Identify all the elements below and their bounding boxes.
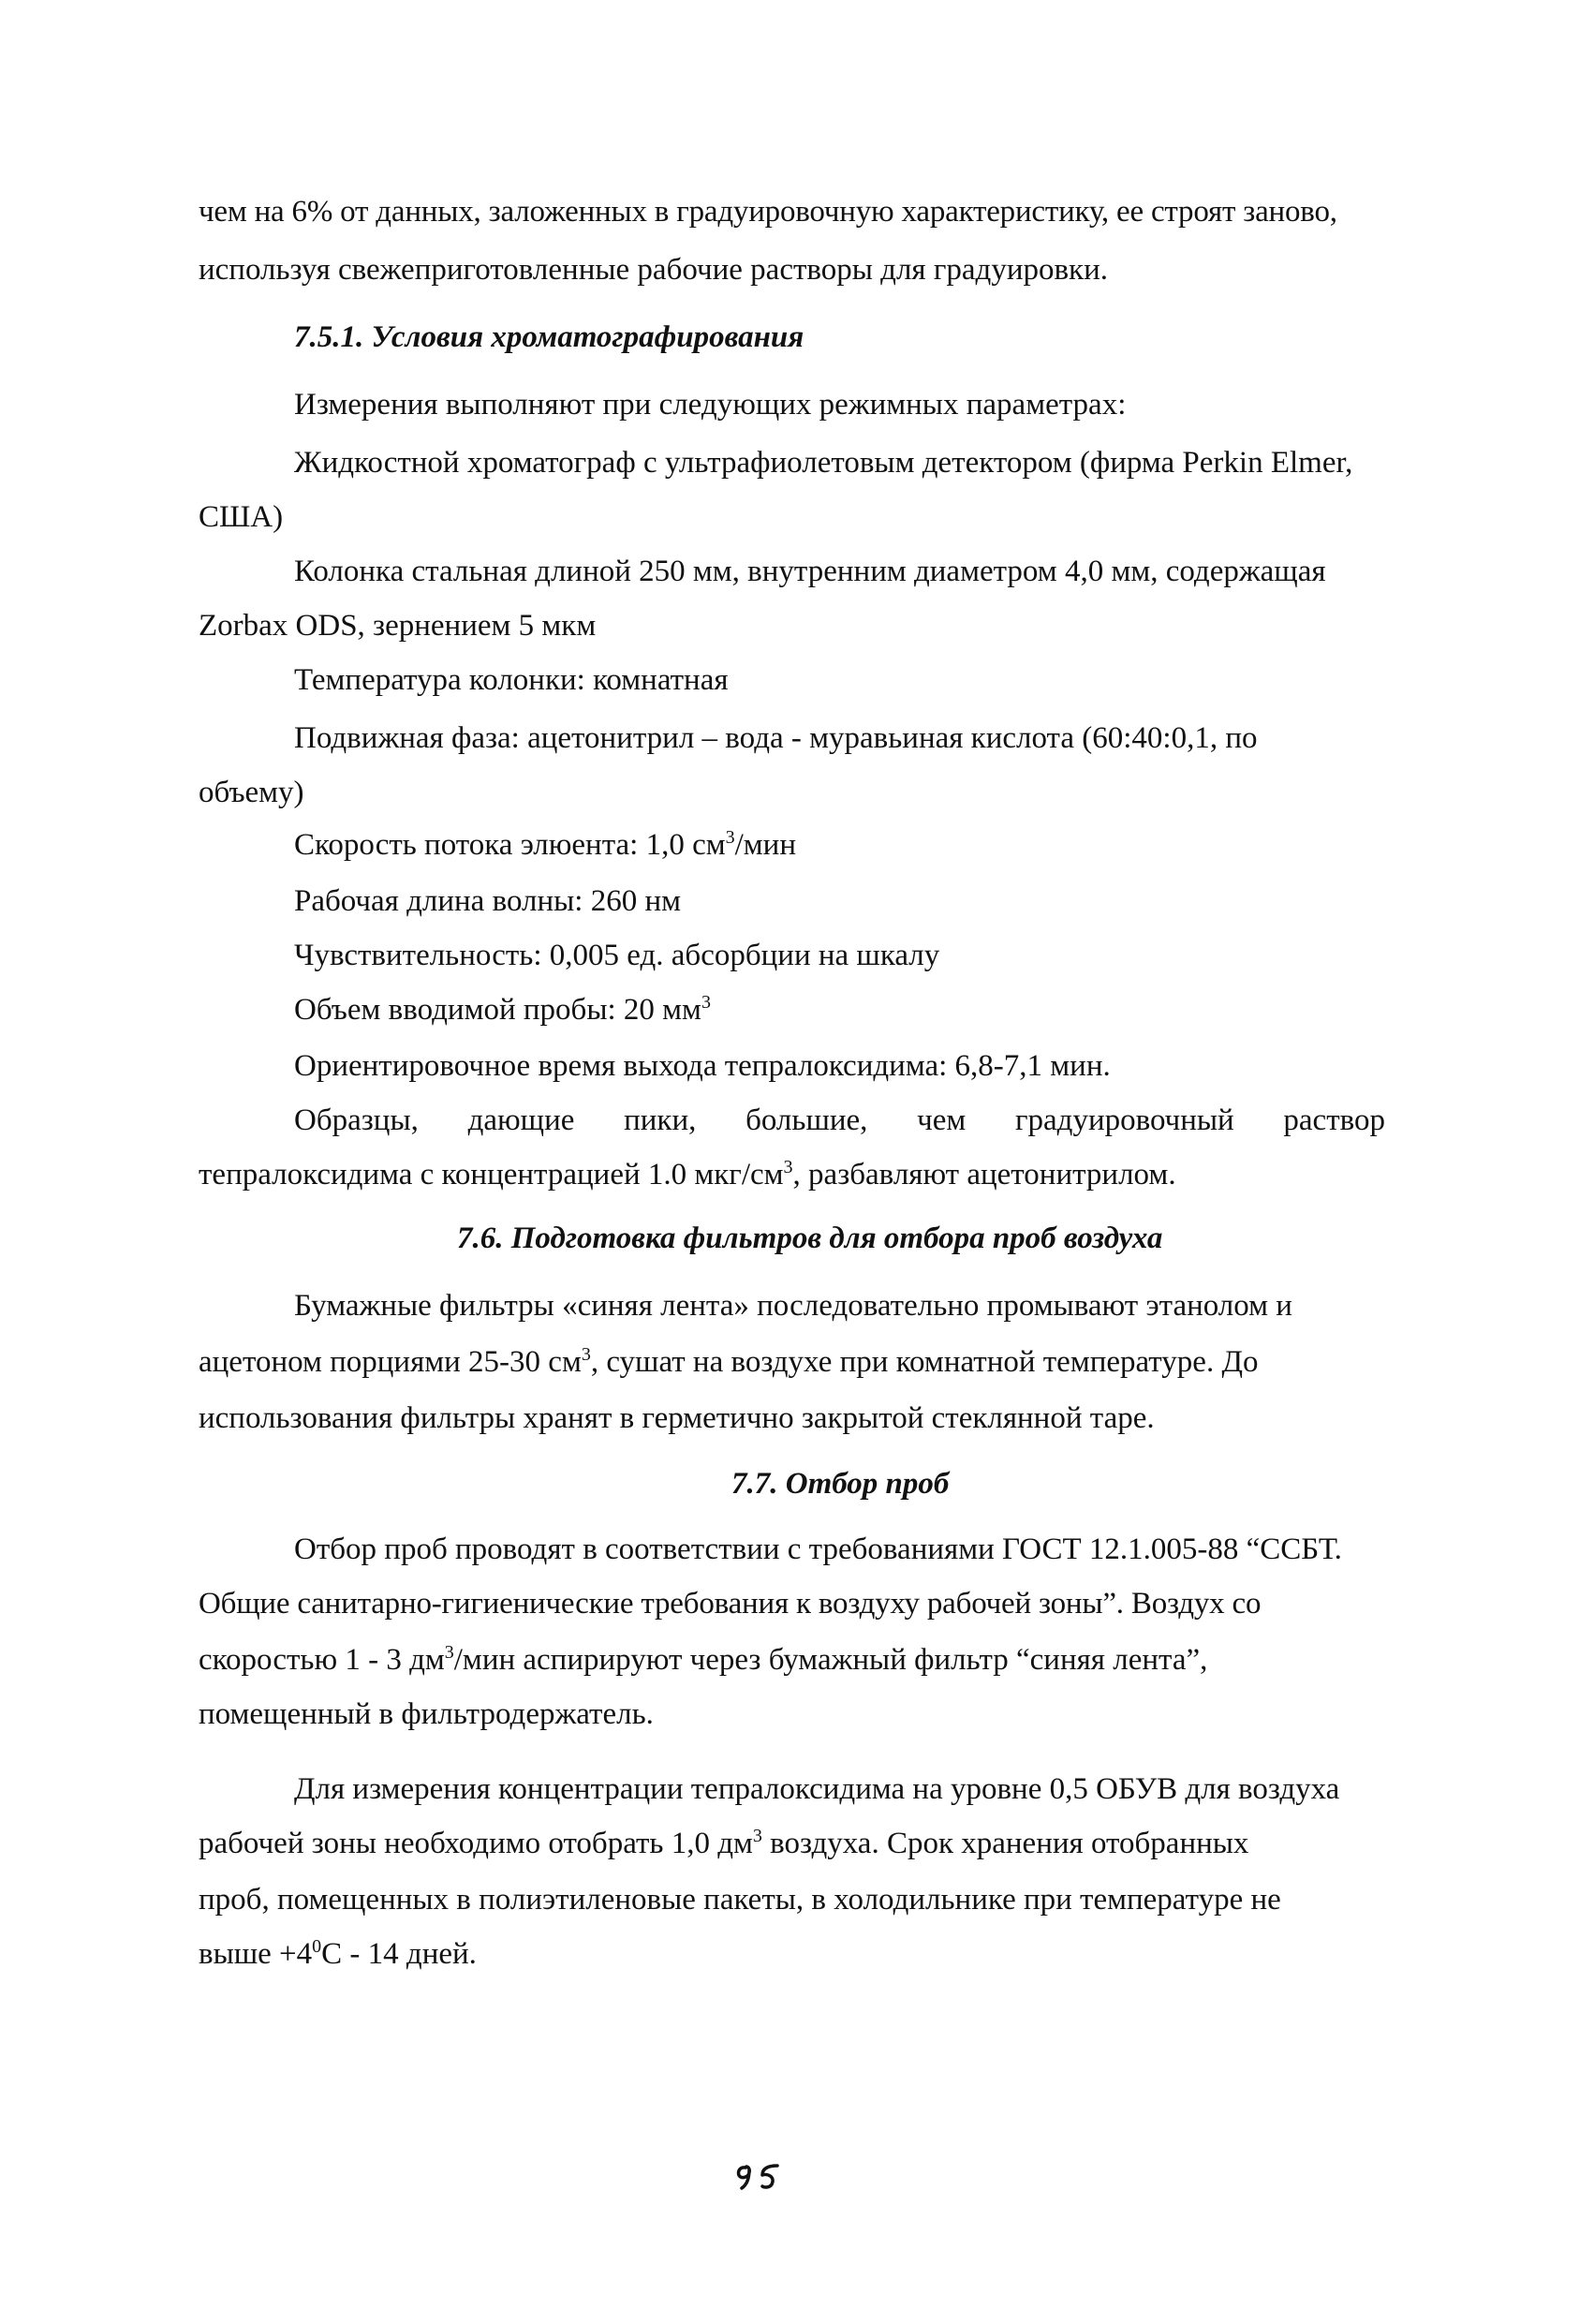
word: Образцы, xyxy=(294,1103,419,1137)
paragraph-line: помещенный в фильтродержатель. xyxy=(199,1697,654,1731)
text-run: рабочей зоны необходимо отобрать 1,0 дм xyxy=(199,1827,753,1860)
paragraph-line: Для измерения концентрации тепралоксидима на уровне 0,5 ОБУВ для воздуха xyxy=(294,1772,1340,1806)
word: раствор xyxy=(1283,1103,1385,1137)
text-run: воздуха. Срок хранения отобранных xyxy=(761,1827,1249,1860)
paragraph-line: Zorbax ODS, зернением 5 мкм xyxy=(199,609,597,643)
paragraph-line: Общие санитарно-гигиенические требования к воздуху рабочей зоны”. Воздух со xyxy=(199,1587,1262,1621)
paragraph-line: Отбор проб проводят в соответствии с требованиями ГОСТ 12.1.005-88 “ССБТ. xyxy=(294,1532,1342,1566)
superscript: 3 xyxy=(752,1826,762,1846)
word: чем xyxy=(917,1103,967,1137)
sample-volume-line xyxy=(294,991,711,1029)
text-run: , сушат на воздухе при комнатной температуре. До xyxy=(590,1345,1259,1379)
text-run: /мин xyxy=(734,828,796,862)
word: большие, xyxy=(745,1103,868,1137)
paragraph-line: Измерения выполняют при следующих режимных параметрах: xyxy=(294,388,1127,422)
text-run: ацетоном порциями 25-30 см xyxy=(199,1345,582,1379)
superscript: 3 xyxy=(444,1642,454,1663)
text-run: , разбавляют ацетонитрилом. xyxy=(792,1158,1176,1192)
superscript: 3 xyxy=(701,992,711,1013)
justified-line xyxy=(294,1102,1385,1139)
flow-rate-line xyxy=(294,826,796,864)
text-run: Объем вводимой пробы: 20 мм xyxy=(294,993,701,1027)
paragraph-line: Ориентировочное время выхода тепралоксидима: 6,8-7,1 мин. xyxy=(294,1049,1111,1083)
text-run: выше +4 xyxy=(199,1937,313,1971)
dilution-line xyxy=(199,1156,1176,1193)
paragraph-line: Подвижная фаза: ацетонитрил – вода - муравьиная кислота (60:40:0,1, по xyxy=(294,721,1258,755)
paragraph-line: Температура колонки: комнатная xyxy=(294,663,729,697)
paragraph-line: проб, помещенных в полиэтиленовые пакеты, в холодильнике при температуре не xyxy=(199,1883,1281,1917)
airflow-line xyxy=(199,1641,1207,1679)
word: градуировочный xyxy=(1014,1103,1234,1137)
page-number-stroke-5 xyxy=(762,2166,777,2187)
paragraph-line: Колонка стальная длиной 250 мм, внутренним диаметром 4,0 мм, содержащая xyxy=(294,555,1326,588)
paragraph-line: Жидкостной хроматограф с ультрафиолетовым детектором (фирма Perkin Elmer, xyxy=(294,446,1353,480)
acetone-line xyxy=(199,1343,1258,1381)
text-run: тепралоксидима с концентрацией 1.0 мкг/см xyxy=(199,1158,784,1192)
handwritten-page-number xyxy=(729,2154,794,2192)
paragraph-line: использования фильтры хранят в герметично закрытой стеклянной таре. xyxy=(199,1401,1155,1435)
word: дающие xyxy=(467,1103,575,1137)
paragraph-line: Бумажные фильтры «синяя лента» последовательно промывают этанолом и xyxy=(294,1289,1292,1323)
storage-line xyxy=(199,1935,477,1973)
text-run: /мин аспирируют через бумажный фильтр “синяя лента”, xyxy=(453,1643,1208,1677)
page-number-stroke-9 xyxy=(739,2167,750,2188)
text-run: С - 14 дней. xyxy=(321,1937,477,1971)
sampling-volume-line xyxy=(199,1825,1248,1862)
text-run: Скорость потока элюента: 1,0 см xyxy=(294,828,726,862)
superscript: 3 xyxy=(581,1344,591,1365)
paragraph-line: используя свежеприготовленные рабочие растворы для градуировки. xyxy=(199,253,1109,287)
paragraph-line: чем на 6% от данных, заложенных в градуировочную характеристику, ее строят заново, xyxy=(199,195,1337,229)
paragraph-line: Рабочая длина волны: 260 нм xyxy=(294,884,682,918)
section-heading-7-7: 7.7. Отбор проб xyxy=(731,1467,950,1501)
text-run: скоростью 1 - 3 дм xyxy=(199,1643,445,1677)
paragraph-line: Чувствительность: 0,005 ед. абсорбции на шкалу xyxy=(294,939,940,972)
superscript: 0 xyxy=(312,1936,322,1957)
section-heading-7-6: 7.6. Подготовка фильтров для отбора проб воздуха xyxy=(457,1221,1163,1255)
superscript: 3 xyxy=(783,1157,793,1177)
word: пики, xyxy=(624,1103,697,1137)
section-heading-7-5-1: 7.5.1. Условия хроматографирования xyxy=(294,320,804,354)
paragraph-line: США) xyxy=(199,500,284,534)
superscript: 3 xyxy=(725,827,735,848)
paragraph-line: объему) xyxy=(199,776,304,809)
